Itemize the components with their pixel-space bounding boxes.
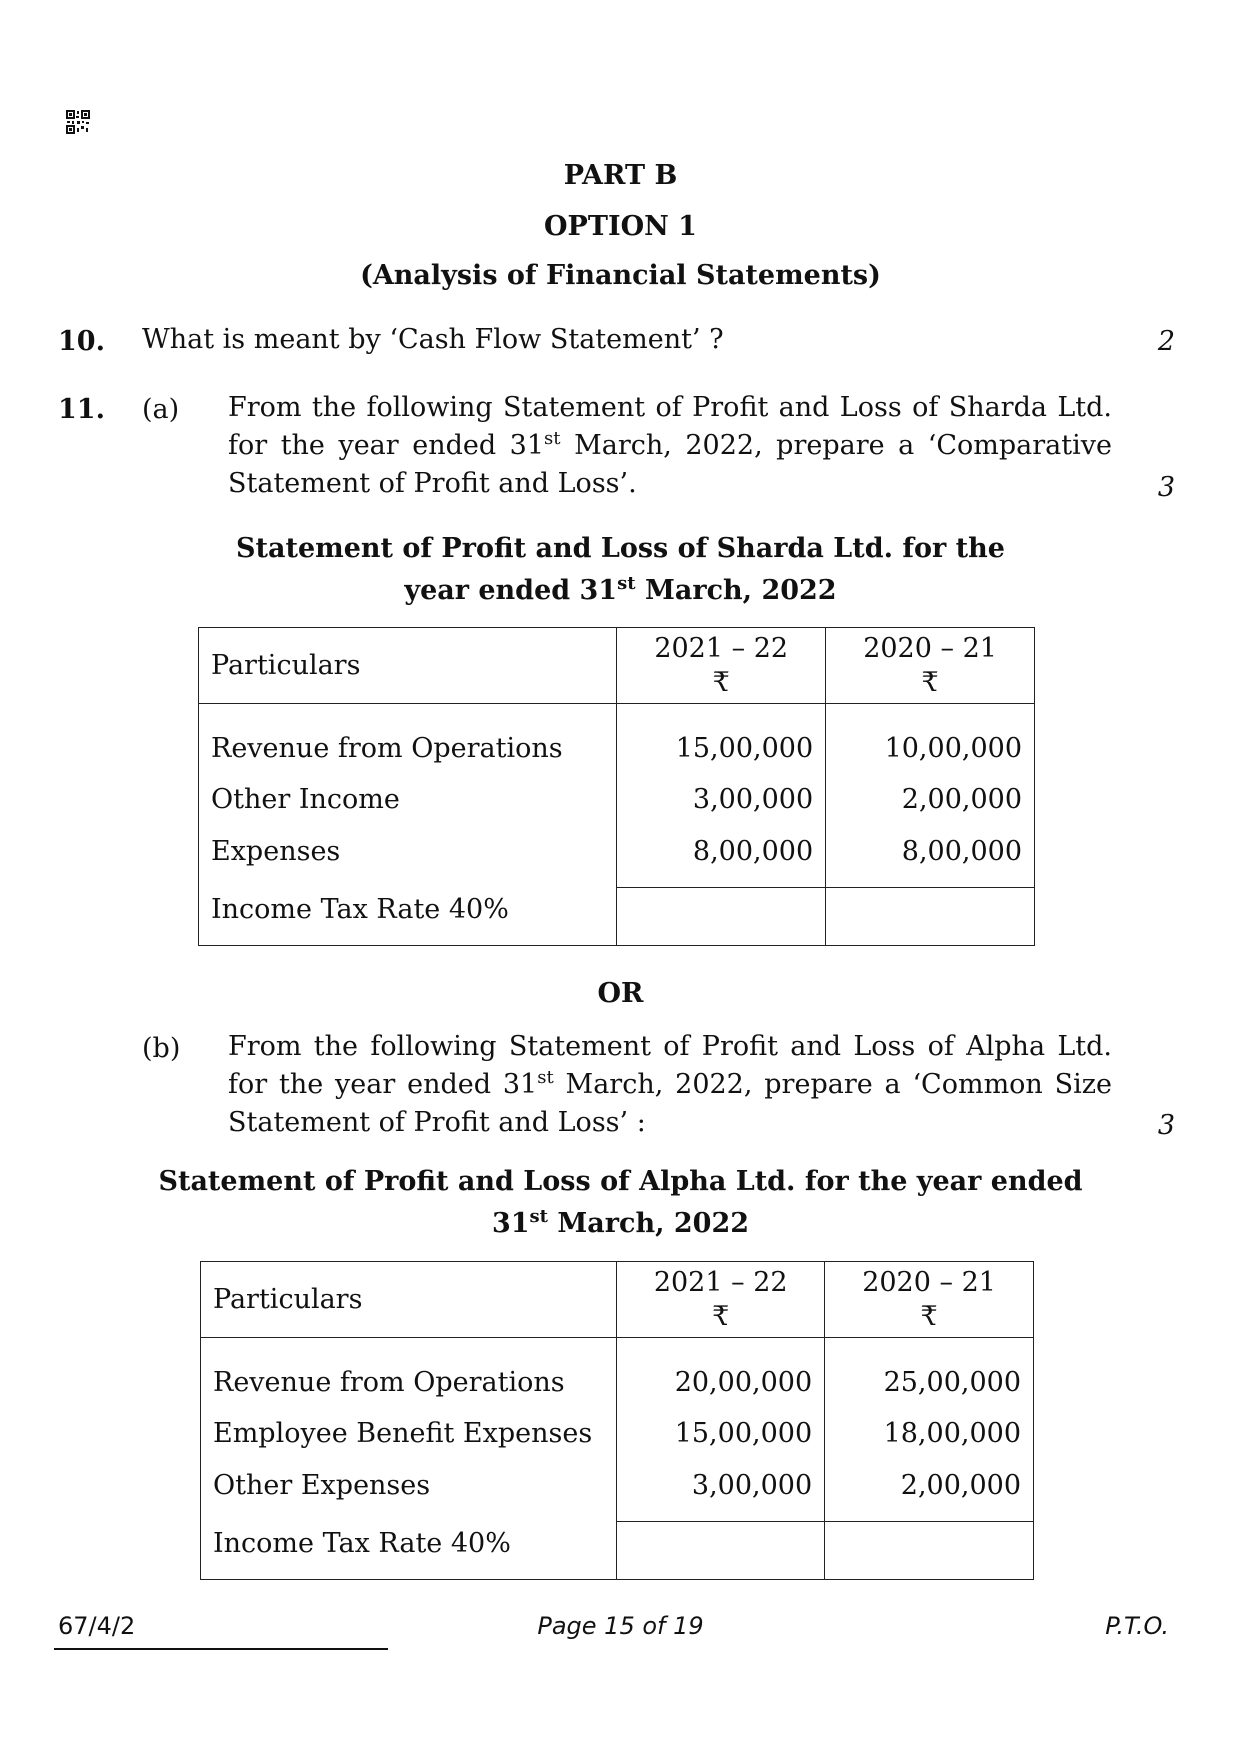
question-11b-label: (b) [142,1033,181,1064]
col-particulars: Particulars [199,628,617,704]
table-row-label: Other Income [199,770,617,830]
table-cell: 15,00,000 [617,704,826,770]
pto-label: P.T.O. [1105,1612,1169,1640]
question-11b-text: From the following Statement of Profit and Loss of Alpha Ltd. for the year ended 31st March, 2022, prepare a ‘Common Size Statement of Profit and Loss’ : [228,1031,1112,1138]
table-cell [617,888,826,946]
question-10-number: 10. [58,326,105,357]
paper-code: 67/4/2 [58,1612,136,1640]
table-row-label: Revenue from Operations [199,704,617,770]
question-11a-label: (a) [142,394,180,425]
table-row-label: Other Expenses [201,1464,617,1522]
col-year-2: 2020 – 21 ₹ [826,628,1035,704]
table-cell: 20,00,000 [617,1338,825,1404]
table-cell: 3,00,000 [617,770,826,830]
question-10-text: What is meant by ‘Cash Flow Statement’ ? [142,324,724,355]
question-11b-marks: 3 [1157,1110,1175,1141]
table-cell: 8,00,000 [826,830,1035,888]
subject-heading: (Analysis of Financial Statements) [360,260,881,291]
col-year-1: 2021 – 22 ₹ [617,628,826,704]
table-row-label: Income Tax Rate 40% [201,1522,617,1580]
table-cell: 10,00,000 [826,704,1035,770]
table-cell: 3,00,000 [617,1464,825,1522]
question-11a-marks: 3 [1157,472,1175,503]
col-year-2: 2020 – 21 ₹ [825,1262,1034,1338]
question-10-marks: 2 [1157,326,1175,357]
question-11-number: 11. [58,394,105,425]
table-cell [825,1522,1034,1580]
page-number: Page 15 of 19 [537,1612,704,1640]
table-cell: 2,00,000 [826,770,1035,830]
table-cell: 25,00,000 [825,1338,1034,1404]
option-heading: OPTION 1 [544,211,697,242]
table-cell [826,888,1035,946]
table-cell: 2,00,000 [825,1464,1034,1522]
table-cell: 15,00,000 [617,1404,825,1464]
table-row-label: Employee Benefit Expenses [201,1404,617,1464]
or-divider: OR [597,978,644,1009]
footer-rule [54,1648,388,1650]
table-row-label: Revenue from Operations [201,1338,617,1404]
table-row-label: Income Tax Rate 40% [199,888,617,946]
qr-code-icon [66,110,90,134]
table-a [198,627,1035,946]
table-b [200,1261,1034,1580]
question-11a-text: From the following Statement of Profit and Loss of Sharda Ltd. for the year ended 31st March, 2022, prepare a ‘Comparative Statement of Profit and Loss’. [228,392,1112,499]
table-cell [617,1522,825,1580]
table-a-title: Statement of Profit and Loss of Sharda Ltd. for the year ended 31st March, 2022 [236,533,1005,606]
col-year-1: 2021 – 22 ₹ [617,1262,825,1338]
table-cell: 8,00,000 [617,830,826,888]
table-row-label: Expenses [199,830,617,888]
col-particulars: Particulars [201,1262,617,1338]
table-cell: 18,00,000 [825,1404,1034,1464]
table-b-title: Statement of Profit and Loss of Alpha Ltd. for the year ended 31st March, 2022 [158,1166,1083,1239]
part-heading: PART B [563,160,678,191]
